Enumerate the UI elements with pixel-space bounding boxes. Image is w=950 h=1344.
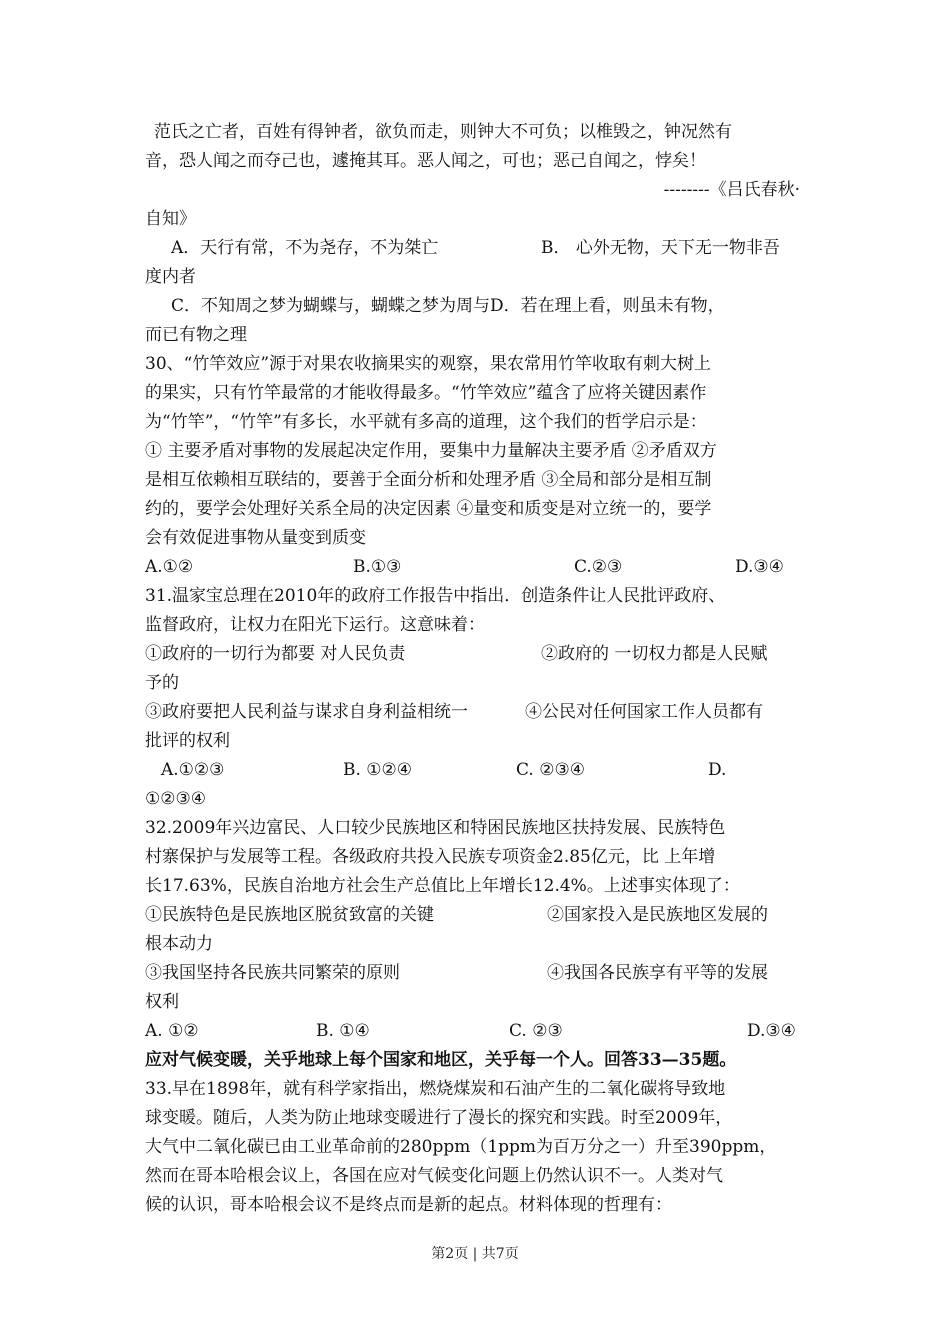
passage-line: 范氏之亡者，百姓有得钟者，欲负而走，则钟大不可负；以椎毁之，钟况然有 xyxy=(154,122,732,142)
q31-item-2: ②政府的 一切权力都是人民赋 xyxy=(541,644,768,664)
q31-item-3: ③政府要把人民利益与谋求自身利益相统一 xyxy=(145,702,468,722)
q31-option-c: C. ②③④ xyxy=(516,760,585,780)
q31-options xyxy=(145,756,810,785)
q32-text: 村寨保护与发展等工程。各级政府共投入民族专项资金2.85亿元，比 上年增 xyxy=(145,847,716,867)
q30-text: 的果实，只有竹竿最常的才能收得最多。“竹竿效应”蕴含了应将关键因素作 xyxy=(145,383,707,403)
q32-items-row2 xyxy=(145,959,810,988)
q31-item-2-cont: 予的 xyxy=(145,673,179,693)
q31-option-d-cont: ①②③④ xyxy=(145,789,206,809)
passage-source-cont: 自知》 xyxy=(145,209,196,229)
q32-options xyxy=(145,1017,810,1046)
q32-option-d: D.③④ xyxy=(747,1021,796,1041)
q33-text: 候的认识，哥本哈根会议不是终点而是新的起点。材料体现的哲理有： xyxy=(145,1195,672,1215)
q32-item-2-cont: 根本动力 xyxy=(145,934,213,954)
q31-text: 31.温家宝总理在2010年的政府工作报告中指出．创造条件让人民批评政府、 xyxy=(145,586,726,606)
q32-text: 32.2009年兴边富民、人口较少民族地区和特困民族地区扶持发展、民族特色 xyxy=(145,818,726,838)
q30-option-c: C.②③ xyxy=(574,557,623,577)
q29-option-d: D．若在理上看，则虽未有物， xyxy=(490,296,725,316)
q29-option-d-cont: 而已有物之理 xyxy=(145,325,247,345)
q29-options-row1 xyxy=(145,234,810,263)
q33-text: 大气中二氧化碳已由工业革命前的280ppm（1ppm为百万分之一）升至390ppm， xyxy=(145,1137,777,1157)
q30-option-b: B.①③ xyxy=(353,557,402,577)
q32-option-c: C. ②③ xyxy=(509,1021,563,1041)
q31-items-row2 xyxy=(145,698,810,727)
q31-items-row1 xyxy=(145,640,810,669)
q29-option-a: A．天行有常，不为尧存，不为桀亡 xyxy=(171,238,439,258)
q32-option-a: A. ①② xyxy=(145,1021,199,1041)
q30-option-d: D.③④ xyxy=(735,557,784,577)
document-body xyxy=(145,118,810,1220)
q29-option-b-cont: 度内者 xyxy=(145,267,196,287)
q29-options-row2 xyxy=(145,292,810,321)
q31-item-4: ④公民对任何国家工作人员都有 xyxy=(525,702,763,722)
q32-text: 长17.63%，民族自治地方社会生产总值比上年增长12.4%。上述事实体现了： xyxy=(145,876,740,896)
q30-text: 是相互依赖相互联结的，要善于全面分析和处理矛盾 ③全局和部分是相互制 xyxy=(145,470,712,490)
q30-options xyxy=(145,553,810,582)
q29-option-c: C．不知周之梦为蝴蝶与，蝴蝶之梦为周与 xyxy=(171,296,491,316)
q32-item-2: ②国家投入是民族地区发展的 xyxy=(547,905,768,925)
q31-item-1: ①政府的一切行为都要 对人民负责 xyxy=(145,644,406,664)
q29-option-b: B． 心外无物，天下无一物非吾 xyxy=(541,238,780,258)
q32-item-1: ①民族特色是民族地区脱贫致富的关键 xyxy=(145,905,434,925)
section-heading: 应对气候变暖，关乎地球上每个国家和地区，关乎每一个人。回答33—35题。 xyxy=(145,1050,737,1070)
q30-text: ① 主要矛盾对事物的发展起决定作用，要集中力量解决主要矛盾 ②矛盾双方 xyxy=(145,441,717,461)
q31-option-a: A.①②③ xyxy=(161,760,225,780)
q31-option-d: D. xyxy=(708,760,727,780)
q32-item-3: ③我国坚持各民族共同繁荣的原则 xyxy=(145,963,400,983)
page-footer: 第2页 | 共7页 xyxy=(431,1246,519,1262)
q31-item-4-cont: 批评的权利 xyxy=(145,731,230,751)
q30-text: 约的，要学会处理好关系全局的决定因素 ④量变和质变是对立统一的，要学 xyxy=(145,499,712,519)
q33-text: 然而在哥本哈根会议上，各国在应对气候变化问题上仍然认识不一。人类对气 xyxy=(145,1166,723,1186)
q32-item-4: ④我国各民族享有平等的发展 xyxy=(547,963,768,983)
passage-line: 音，恐人闻之而夺己也，遽掩其耳。恶人闻之，可也；恶己自闻之，悖矣！ xyxy=(145,151,706,171)
q32-item-4-cont: 权利 xyxy=(145,992,179,1012)
q30-text: 为“竹竿”，“竹竿”有多长，水平就有多高的道理，这个我们的哲学启示是： xyxy=(145,412,707,432)
q30-text: 30、“竹竿效应”源于对果农收摘果实的观察，果农常用竹竿收取有刺大树上 xyxy=(145,354,712,374)
q32-option-b: B. ①④ xyxy=(316,1021,370,1041)
q30-option-a: A.①② xyxy=(145,557,194,577)
q33-text: 球变暖。随后，人类为防止地球变暖进行了漫长的探究和实践。时至2009年， xyxy=(145,1108,733,1128)
passage-source: --------《吕氏春秋· xyxy=(663,180,800,200)
q31-text: 监督政府，让权力在阳光下运行。这意味着： xyxy=(145,615,485,635)
q32-items-row1 xyxy=(145,901,810,930)
q33-text: 33.早在1898年，就有科学家指出，燃烧煤炭和石油产生的二氧化碳将导致地 xyxy=(145,1079,726,1099)
q30-text: 会有效促进事物从量变到质变 xyxy=(145,528,366,548)
q31-option-b: B. ①②④ xyxy=(343,760,413,780)
